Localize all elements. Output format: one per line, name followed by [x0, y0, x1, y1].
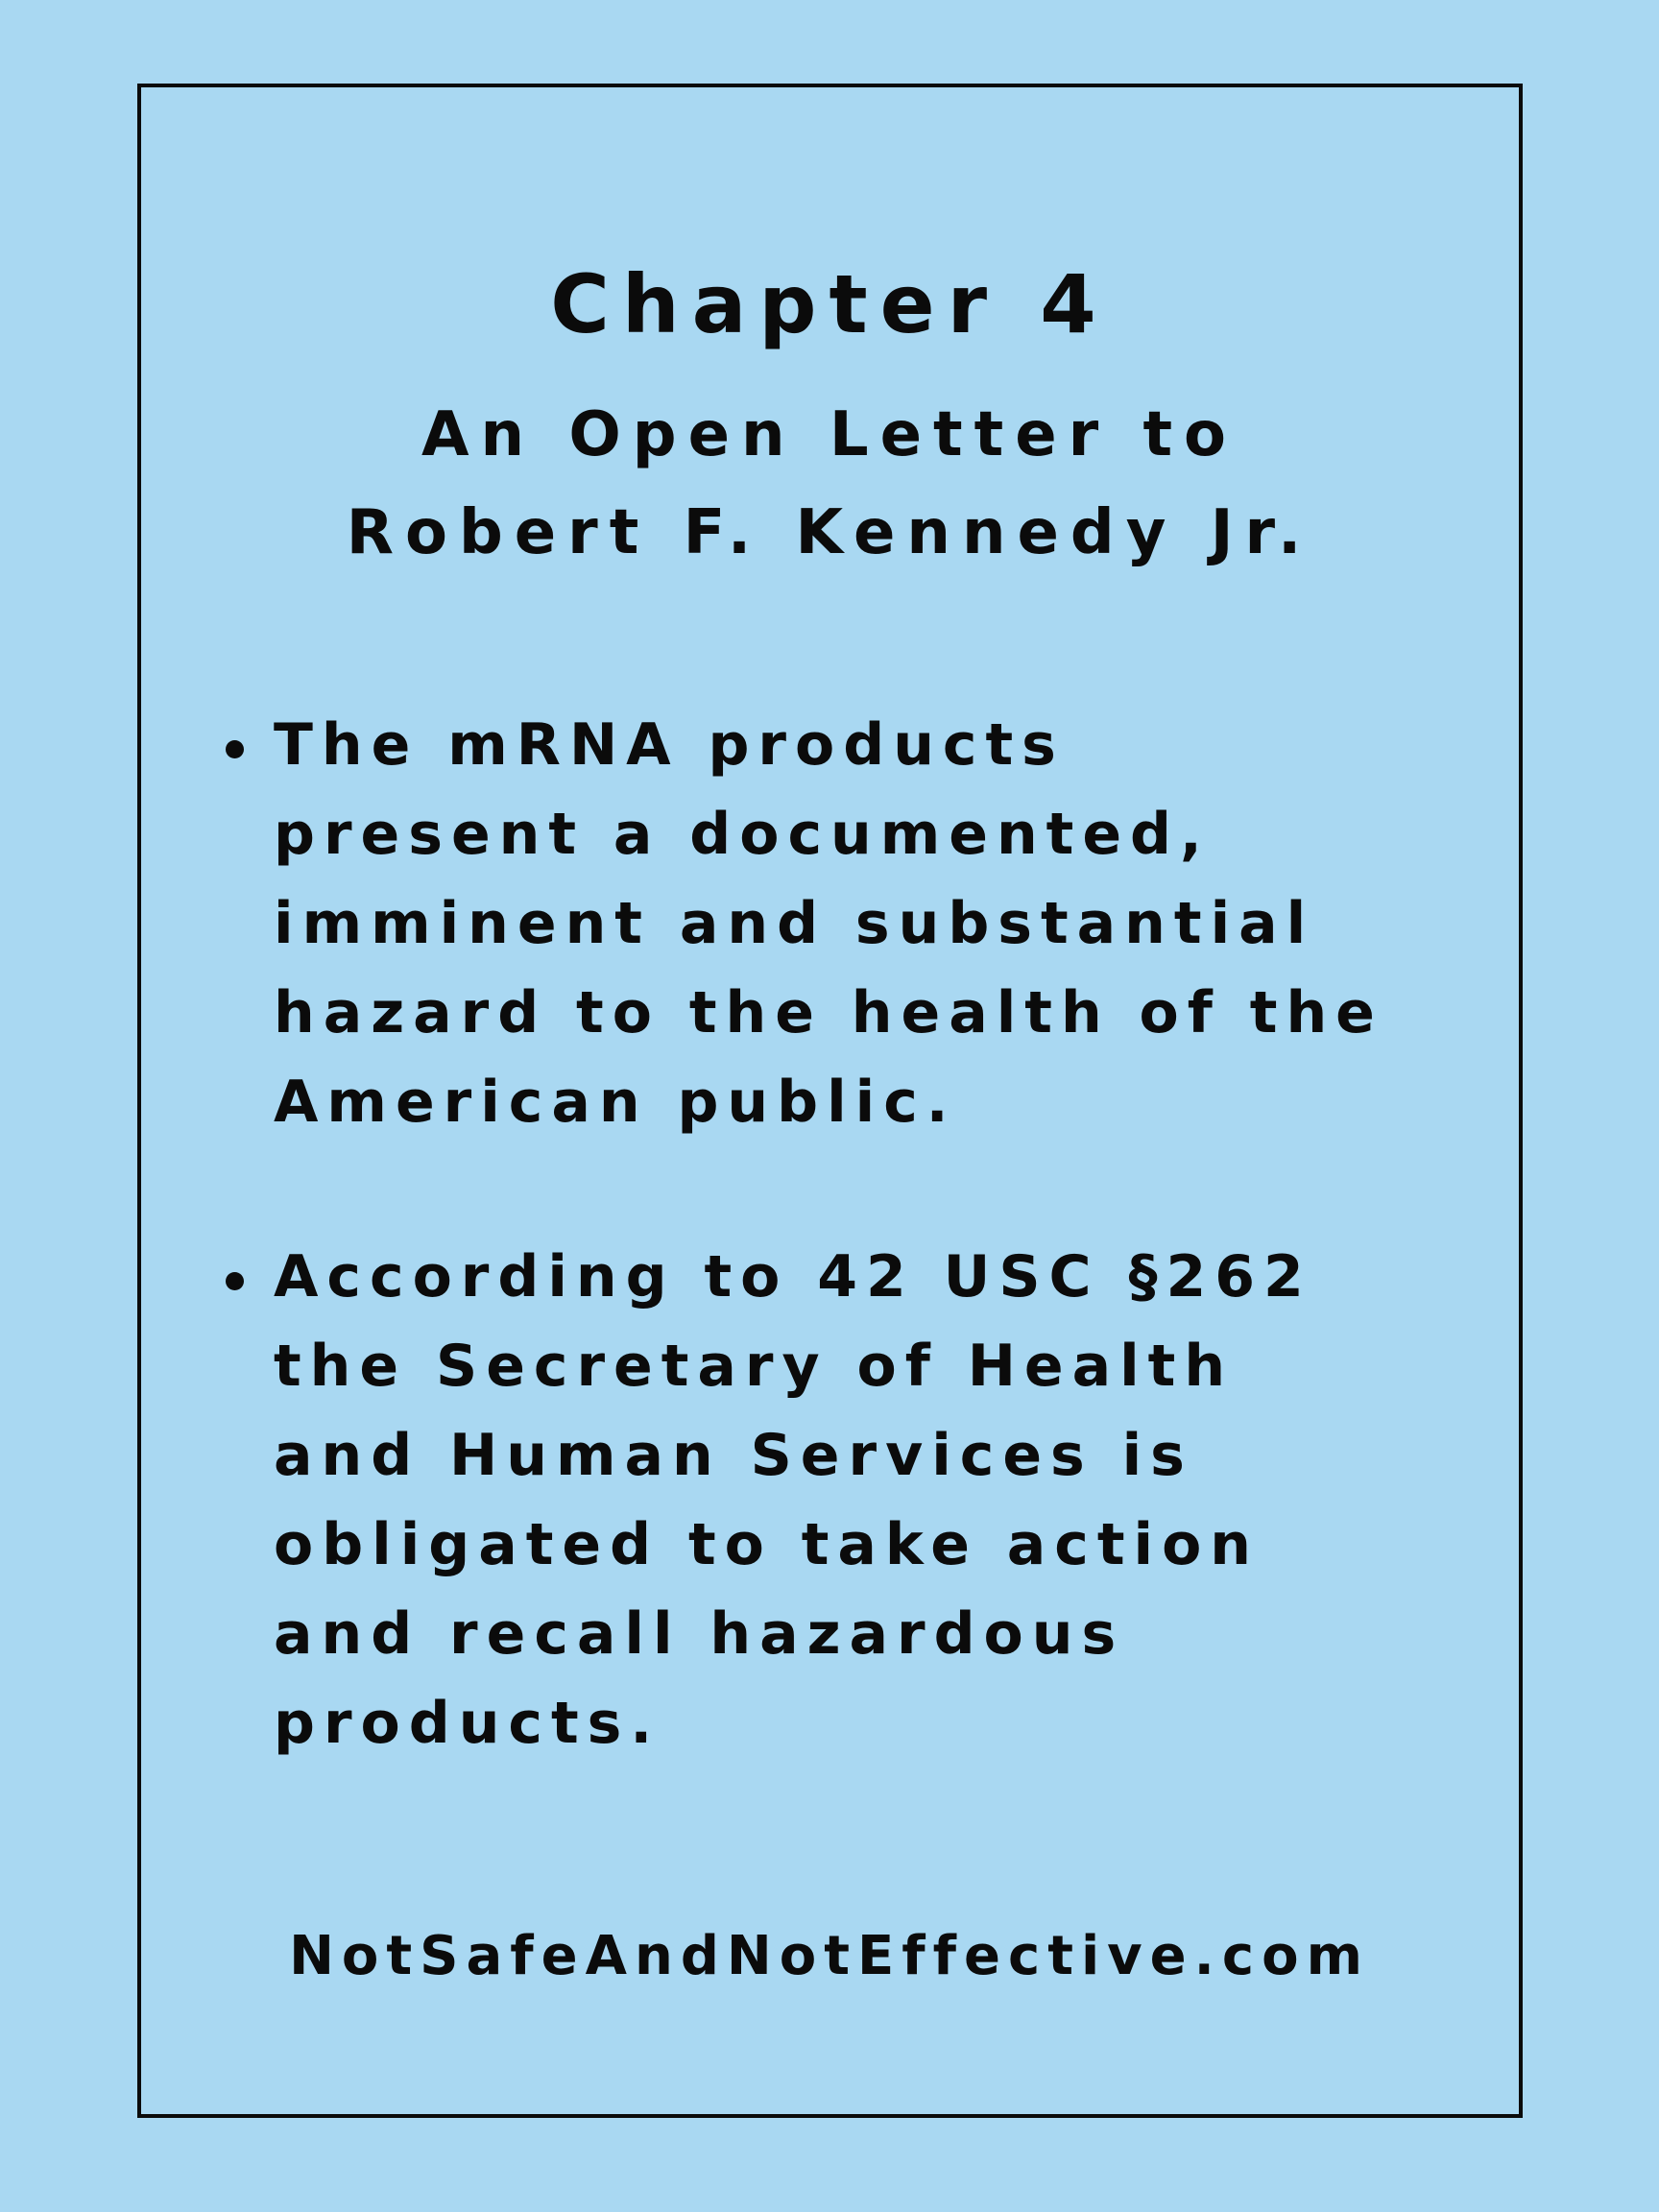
bullet-2-line: products. — [274, 1690, 661, 1757]
bullet-1-line: American public. — [274, 1069, 957, 1136]
chapter-heading: Chapter 4 — [550, 257, 1109, 351]
bullet-2-dot — [226, 1272, 244, 1290]
bullet-1-line: hazard to the health of the — [274, 979, 1383, 1046]
subtitle-line-2: Robert F. Kennedy Jr. — [346, 497, 1313, 568]
subtitle-line-1: An Open Letter to — [421, 399, 1238, 470]
bullet-2-line: and Human Services is — [274, 1422, 1193, 1489]
bullet-1-line: The mRNA products — [274, 711, 1065, 779]
bullet-2-line: the Secretary of Health — [274, 1333, 1235, 1400]
bullet-2-line: obligated to take action — [274, 1511, 1261, 1578]
bullet-2-line: and recall hazardous — [274, 1600, 1125, 1668]
bullet-1-line: imminent and substantial — [274, 890, 1315, 957]
website-url: NotSafeAndNotEffective.com — [289, 1925, 1370, 1987]
bullet-1-line: present a documented, — [274, 801, 1211, 868]
bullet-1-dot — [226, 740, 244, 758]
bullet-2-line: According to 42 USC §262 — [274, 1243, 1312, 1310]
